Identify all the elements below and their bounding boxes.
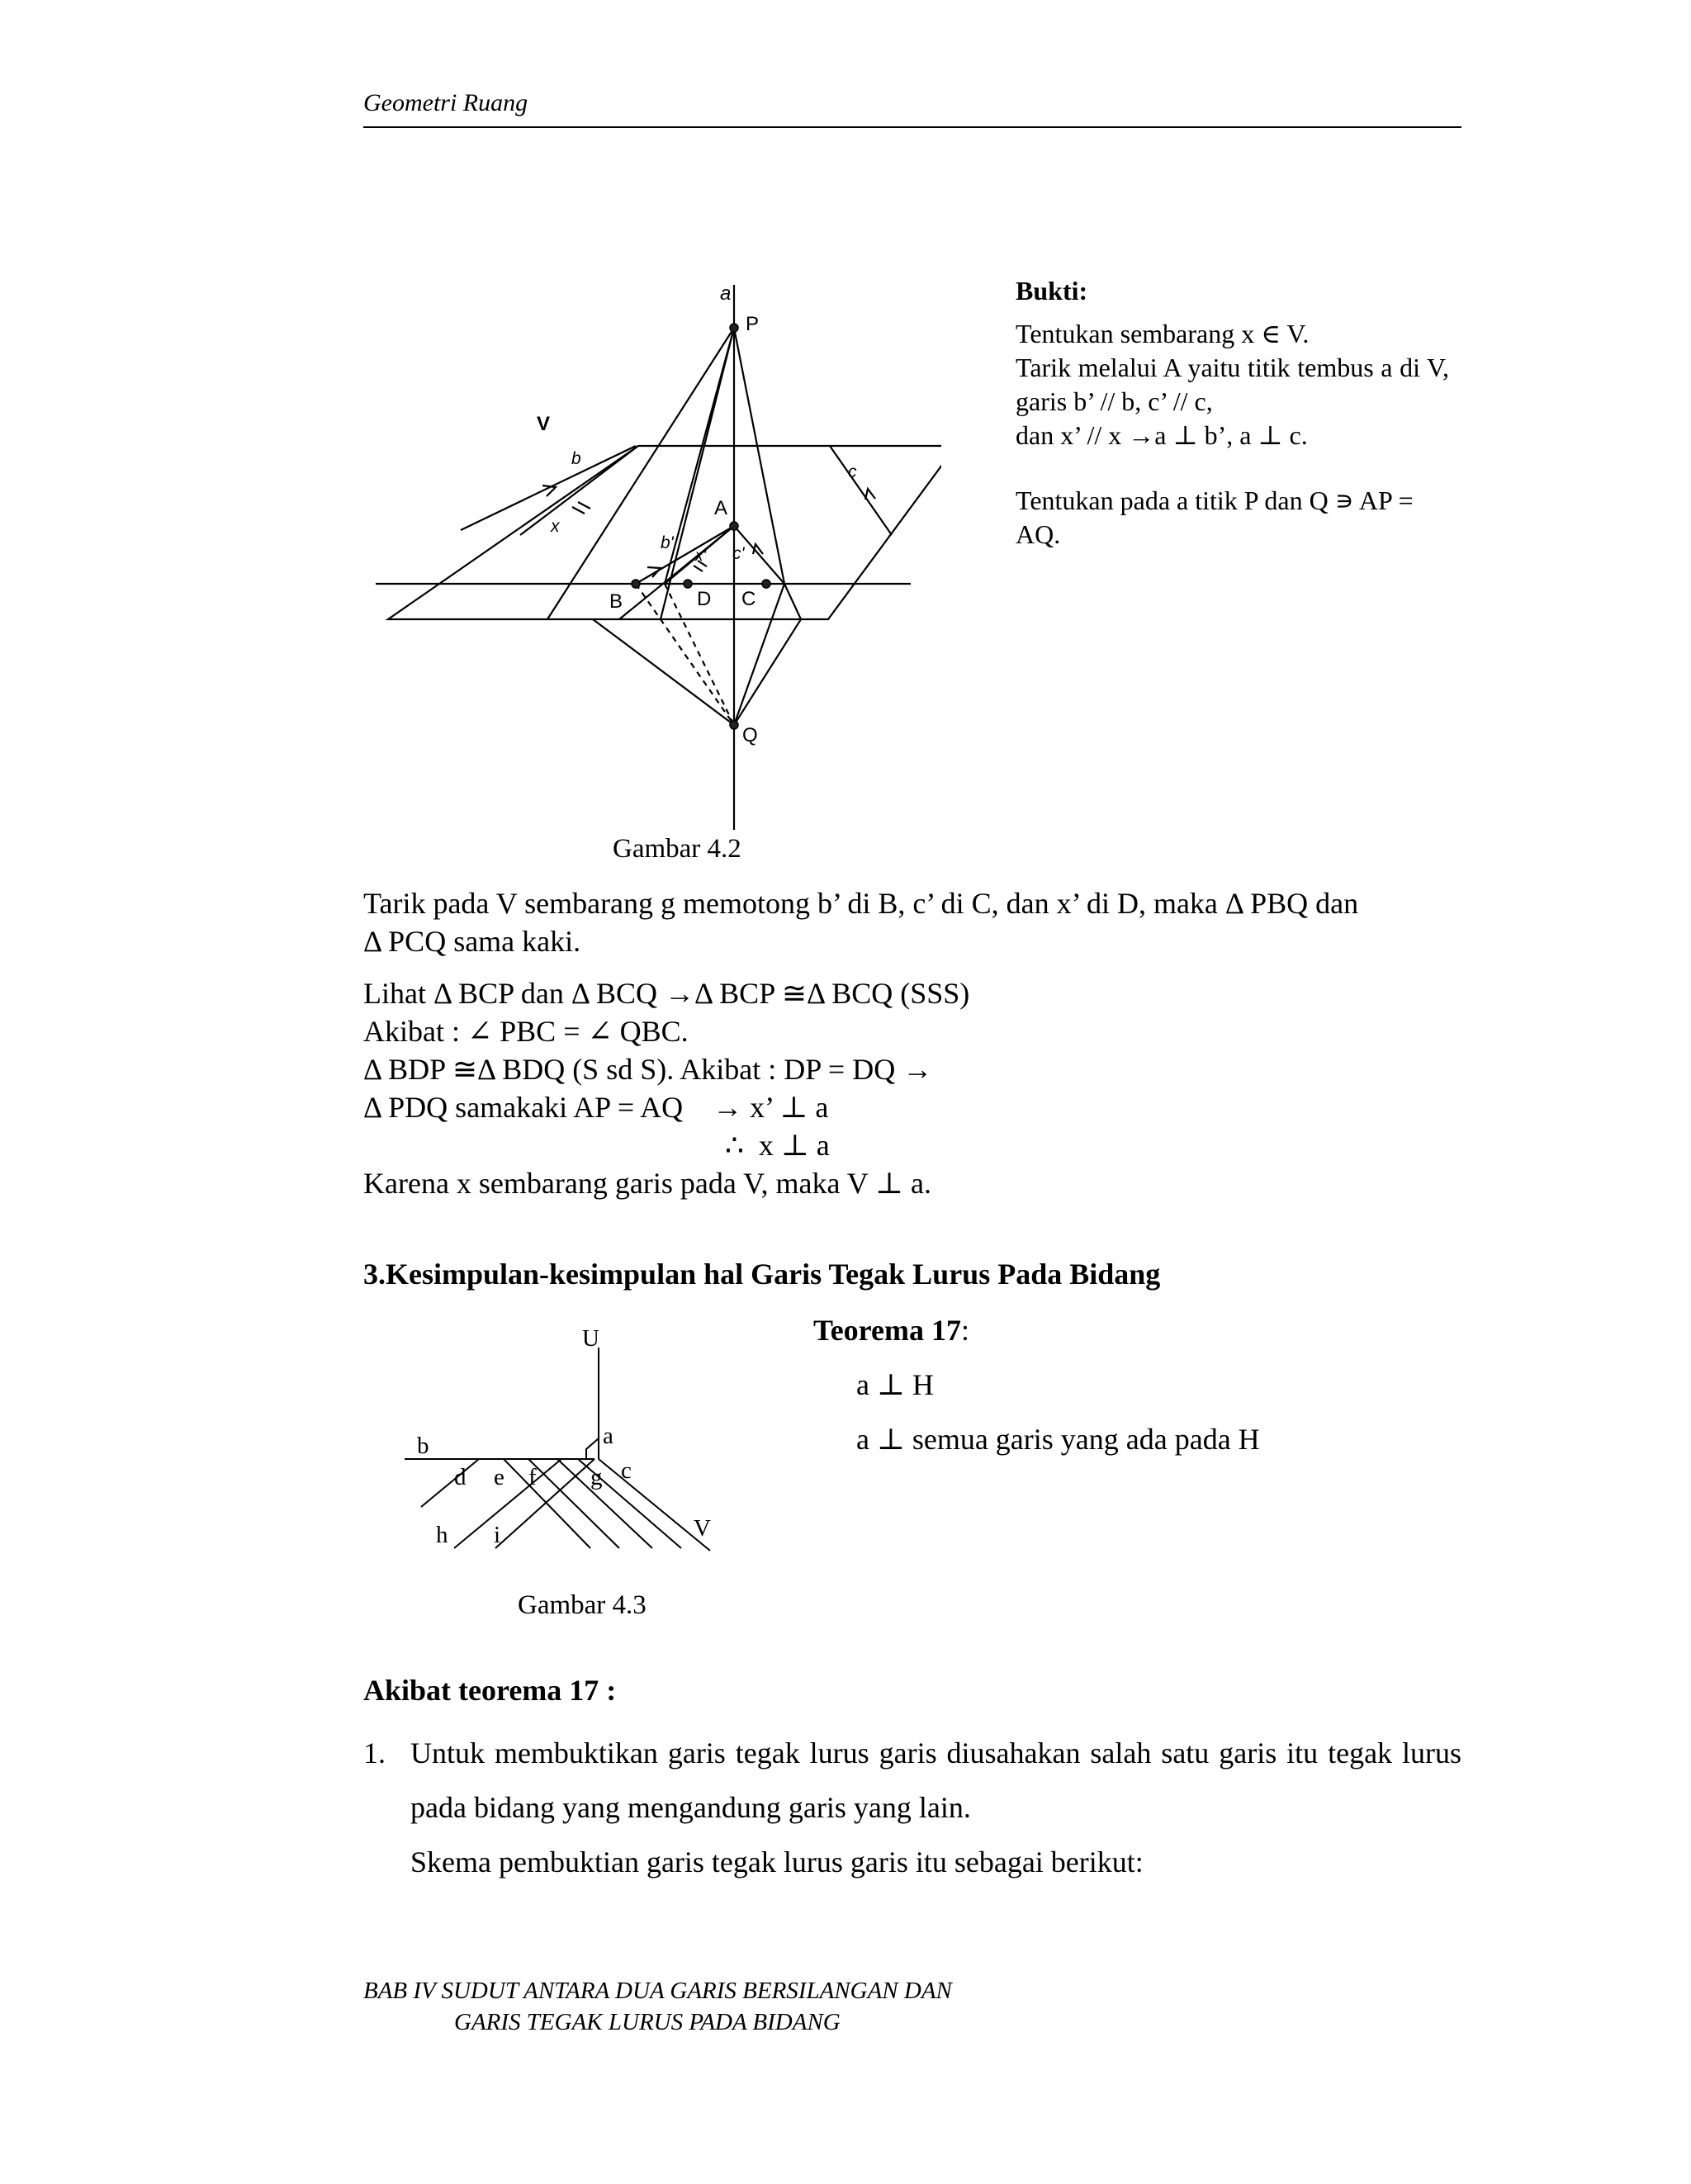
akibat-heading: Akibat teorema 17 :: [363, 1674, 617, 1707]
line-hatch-1: [504, 1459, 590, 1548]
label-i: i: [494, 1522, 501, 1548]
label-u: U: [582, 1325, 599, 1352]
proof-p2-line-3: Δ BDP ≅Δ BDQ (S sd S). Akibat : DP = DQ →: [363, 1053, 933, 1086]
label-x-prime: x': [695, 547, 707, 565]
bukti-line-3: dan x’ // x →a ⊥ b’, a ⊥ c.: [1016, 420, 1308, 450]
akibat-list: [363, 1726, 1461, 1889]
line-p-front: [661, 328, 734, 619]
figure-4-3-caption: Gambar 4.3: [518, 1590, 647, 1620]
label-capital-b: B: [609, 590, 623, 613]
figure-4-2-drawing: [363, 272, 941, 867]
proof-p1-line-2: Δ PCQ sama kaki.: [363, 925, 581, 958]
figure-4-2-caption: Gambar 4.2: [613, 834, 741, 864]
teorema-line-1: a ⊥ H: [856, 1368, 934, 1401]
footer-line-2: GARIS TEGAK LURUS PADA BIDANG: [454, 2009, 841, 2035]
point-q: [730, 721, 738, 729]
list-item-number: 1.: [363, 1736, 386, 1769]
proof-p2-line-4: Δ PDQ samakaki AP = AQ → x’ ⊥ a: [363, 1091, 829, 1124]
list-item: [363, 1726, 1461, 1889]
point-d: [684, 580, 692, 588]
proof-p2-line-1: Lihat Δ BCP dan Δ BCQ →Δ BCP ≅Δ BCQ (SSS): [363, 977, 970, 1010]
arrow-b: [542, 486, 556, 496]
line-cq-front: [734, 619, 801, 725]
footer-line-1: BAB IV SUDUT ANTARA DUA GARIS BERSILANGAN DAN: [363, 1978, 952, 2004]
label-e: e: [494, 1464, 504, 1490]
label-h: h: [436, 1522, 448, 1548]
label-capital-a: A: [714, 497, 728, 519]
proof-p2-line-2: Akibat : ∠ PBC = ∠ QBC.: [363, 1015, 689, 1048]
label-d: d: [454, 1464, 467, 1490]
label-capital-c: C: [741, 588, 756, 610]
bukti-block: Bukti: Tentukan sembarang x ∈ V. Tarik melalui A yaitu titik tembus a di V, garis b’ // b, c’ // c, dan x’ // x →a ⊥ b’, a ⊥ c. Tentukan pada a titik P dan Q ∍ AP = AQ.: [1016, 274, 1449, 552]
label-x: x: [551, 517, 560, 536]
plane-v: [388, 446, 941, 619]
tick-x-2: [578, 502, 590, 509]
line-c: [830, 446, 892, 535]
right-angle-mark: [586, 1438, 599, 1459]
label-f: f: [528, 1464, 537, 1490]
line-d: [421, 1459, 479, 1507]
label-q: Q: [742, 724, 758, 746]
label-b-prime: b': [661, 533, 674, 552]
line-pb: [547, 328, 734, 619]
line-b: [461, 446, 636, 530]
page-footer: [363, 1975, 952, 2038]
proof-p2-line-6: Karena x sembarang garis pada V, maka V ⊥ a.: [363, 1167, 931, 1200]
line-bq-hidden: [636, 584, 734, 725]
section-3-heading: 3.Kesimpulan-kesimpulan hal Garis Tegak Lurus Pada Bidang: [363, 1258, 1161, 1291]
bukti-line-2: Tarik melalui A yaitu titik tembus a di V, garis b’ // b, c’ // c,: [1016, 353, 1449, 416]
bukti-line-4: Tentukan pada a titik P dan Q ∍ AP = AQ.: [1016, 486, 1414, 549]
label-g: g: [590, 1464, 603, 1490]
line-ab: [636, 526, 734, 584]
label-capital-d: D: [697, 588, 712, 610]
label-c: c: [621, 1457, 632, 1484]
label-a: a: [720, 282, 732, 305]
point-p: [730, 324, 738, 332]
bukti-line-1: Tentukan sembarang x ∈ V.: [1016, 319, 1310, 348]
teorema-line-2: a ⊥ semua garis yang ada pada H: [856, 1423, 1260, 1456]
teorema-title: Teorema 17: [813, 1314, 961, 1347]
figure-4-3-drawing: [405, 1313, 735, 1585]
proof-p2-line-5: ∴ x ⊥ a: [725, 1129, 830, 1162]
proof-p1-line-1: Tarik pada V sembarang g memotong b’ di B, c’ di C, dan x’ di D, maka Δ PBQ dan: [363, 887, 1359, 920]
label-b: b: [571, 449, 581, 468]
label-v: V: [537, 413, 551, 435]
point-b: [632, 580, 640, 588]
list-item-subtext: Skema pembuktian garis tegak lurus garis itu sebagai berikut:: [410, 1845, 1144, 1878]
tick-x-1: [572, 507, 585, 514]
bukti-title: Bukti: [1016, 276, 1079, 306]
label-c-prime: c': [732, 544, 745, 563]
label-v: V: [694, 1515, 711, 1542]
header-rule: [363, 126, 1461, 128]
label-p: P: [746, 313, 760, 335]
tick-x-prime-1: [694, 566, 703, 571]
label-b: b: [417, 1433, 429, 1459]
label-a: a: [603, 1423, 613, 1449]
figure-4-3: [405, 1313, 735, 1589]
running-header: Geometri Ruang: [363, 89, 528, 116]
teorema-17-block: Teorema 17: a ⊥ H a ⊥ semua garis yang ada pada H: [813, 1314, 1260, 1456]
point-c: [762, 580, 770, 588]
line-bq: [593, 619, 734, 725]
list-item-text: Untuk membuktikan garis tegak lurus garis diusahakan salah satu garis itu tegak lurus pada bidang yang mengandung garis yang lain.: [410, 1736, 1461, 1824]
point-a: [730, 522, 738, 530]
label-c: c: [848, 462, 857, 481]
line-c-extend: [784, 584, 801, 619]
figure-4-2: [363, 272, 941, 871]
